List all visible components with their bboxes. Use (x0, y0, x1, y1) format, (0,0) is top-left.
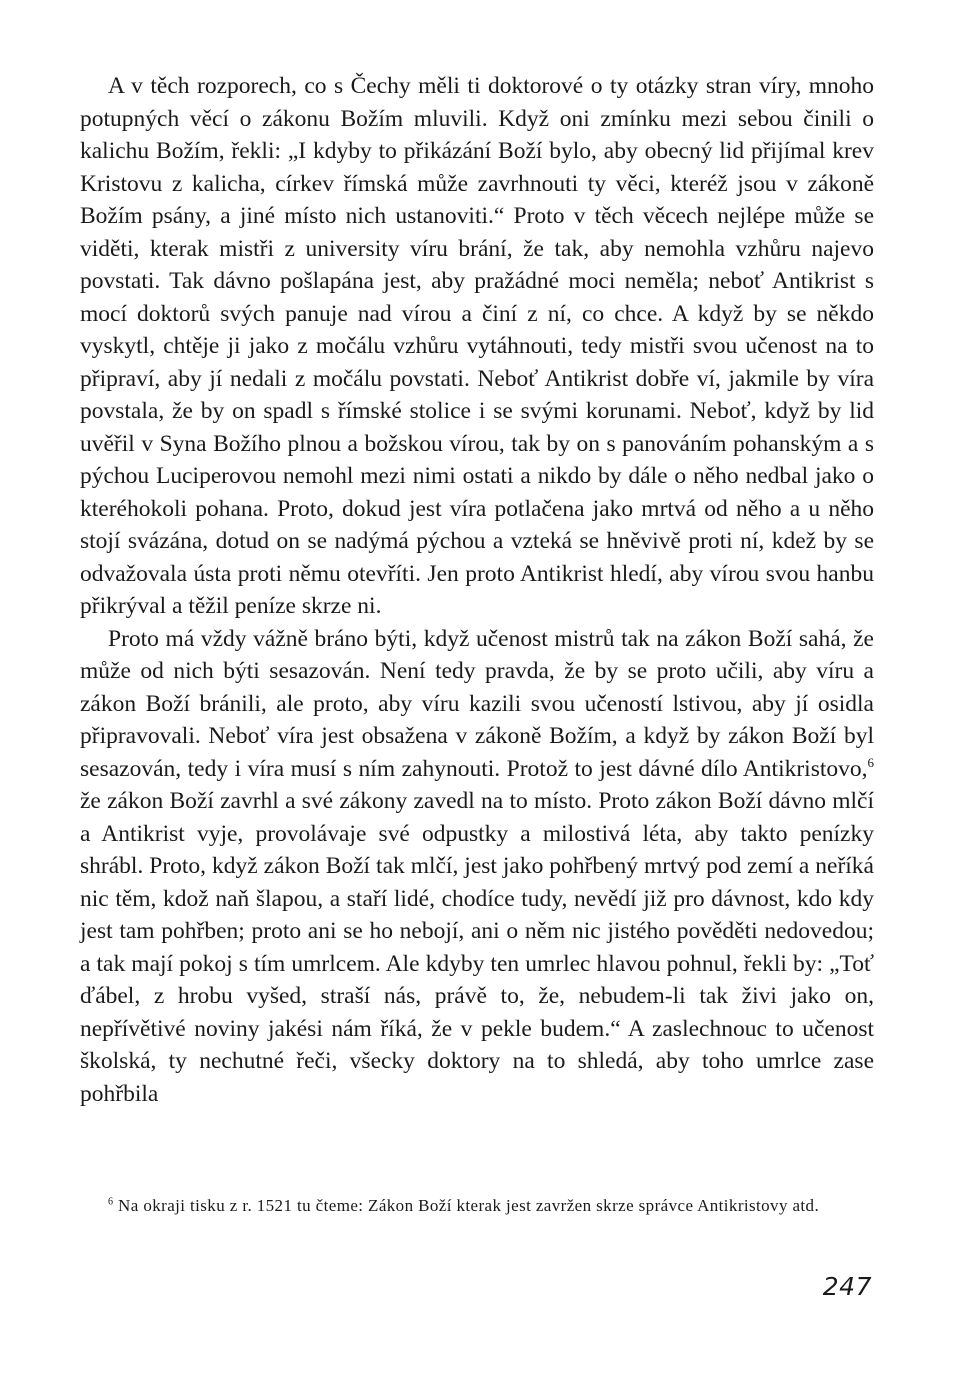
page-body (80, 70, 874, 1110)
paragraph-1 (80, 70, 874, 623)
page-number: 247 (822, 1272, 872, 1301)
footnote-marker: 6 (108, 1196, 114, 1208)
paragraph-1-text: A v těch rozporech, co s Čechy měli ti doktorové o ty otázky stran víry, mnoho potupných věcí o zákonu Božím mluvili. Když oni zmínku mezi sebou činili o kalichu Božím, řekli: „I kdyby to přikázání Boží bylo, aby obecný lid přijímal krev Kristovu z kalicha, církev římská může zavrhnouti ty věci, kteréž jsou v zákoně Božím psány, a jiné místo nich ustanoviti.“ Proto v těch věcech nejlépe může se viděti, kterak mistři z university víru brání, že tak, aby nemohla vzhůru najevo povstati. Tak dávno pošlapána jest, aby pražádné moci neměla; neboť Antikrist s mocí doktorů svých panuje nad vírou a činí z ní, co chce. A když by se někdo vyskytl, chtěje ji jako z močálu vzhůru vytáhnouti, tedy mistři svou učenost na to připraví, aby jí nedali z močálu povstati. Neboť Antikrist dobře ví, jakmile by víra povstala, že by on spadl s římské stolice i se svými korunami. Neboť, když by lid uvěřil v Syna Božího plnou a božskou vírou, tak by on s panováním pohanským a s pýchou Luciperovou nemohl mezi nimi ostati a nikdo by dále o něho nedbal jako o kteréhokoli pohana. Proto, dokud jest víra potlačena jako mrtvá od něho a u něho stojí svázána, dotud on se nadýmá pýchou a vzteká se hněvivě proti ní, kdež by se odvažovala ústa proti němu otevříti. Jen proto Antikrist hledí, aby vírou svou hanbu přikrýval a těžil peníze skrze ni. (80, 73, 874, 619)
paragraph-2-text-a: Proto má vždy vážně bráno býti, když učenost mistrů tak na zákon Boží sahá, že může od nich býti sesazován. Není tedy pravda, že by se proto učili, aby víru a zákon Boží bránili, ale proto, aby víru kazili svou učeností lstivou, aby jí osidla připravovali. Neboť víra jest obsažena v zákoně Božím, a když by zákon Boží byl sesazován, tedy i víra musí s ním zahynouti. Protož to jest dávné dílo Antikristovo, (80, 625, 874, 782)
paragraph-2-text-b: že zákon Boží zavrhl a své zákony zavedl na to místo. Proto zákon Boží dávno mlčí a Antikrist vyje, provolávaje své odpustky a milostivá léta, aby takto penízky shrábl. Proto, když zákon Boží tak mlčí, jest jako pohřbený mrtvý pod zemí a neříká nic těm, kdož naň šlapou, a staří lidé, chodíce tudy, nevědí již pro dávnost, kdo kdy jest tam pohřben; proto ani se ho nebojí, ani o něm nic jistého pověděti nedovedou; a tak mají pokoj s tím umrlcem. Ale kdyby ten umrlec hlavou pohnul, řekli by: „Toť ďábel, z hrobu vyšed, straší nás, právě to, že, nebudem-li tak živi jako on, nepřívětivé noviny jakési nám říká, že v pekle budem.“ A zaslechnouc to učenost školská, ty nechutné řeči, všecky doktory na to shledá, aby toho umrlce zase pohřbila (80, 788, 874, 1107)
paragraph-2 (80, 623, 874, 1111)
footnote-text: Na okraji tisku z r. 1521 tu čteme: Zákon Boží kterak jest zavržen skrze správce Antikristovy atd. (113, 1196, 820, 1215)
footnote (80, 1192, 874, 1220)
footnote-reference[interactable]: 6 (867, 754, 874, 770)
